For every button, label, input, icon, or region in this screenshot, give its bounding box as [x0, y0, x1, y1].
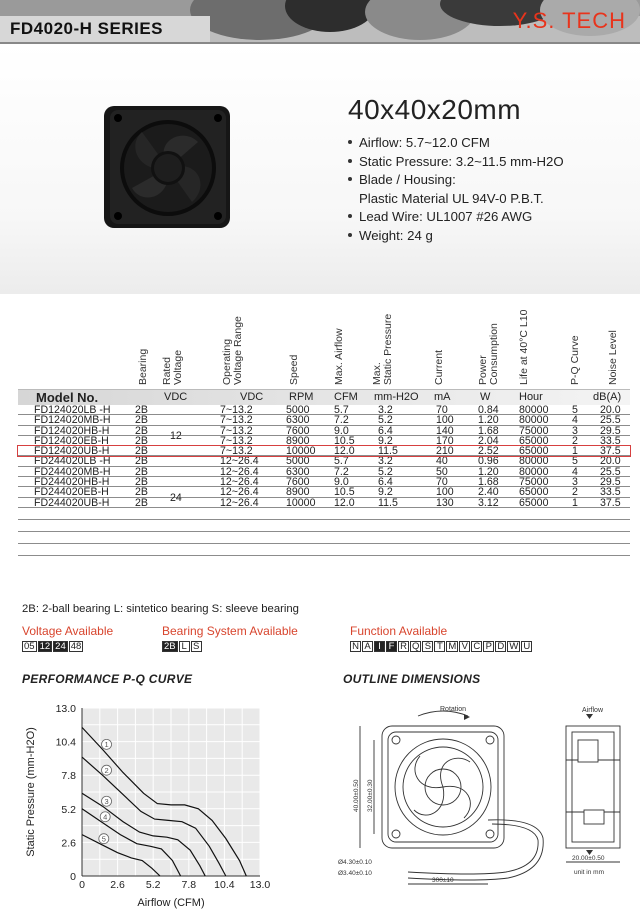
table-cell: 2B — [135, 414, 148, 427]
column-header — [222, 316, 244, 385]
table-cell: 9.0 — [334, 424, 349, 437]
column-header-line: Bearing — [137, 348, 149, 385]
code-box: 48 — [70, 641, 82, 652]
column-header-line: Max. Airflow — [333, 328, 345, 385]
table-cell: FD244020MB-H — [34, 465, 111, 478]
table-row-empty — [18, 508, 630, 520]
unit-pressure: mm-H2O — [374, 391, 419, 403]
table-cell: 0.84 — [478, 404, 499, 416]
bearing-note: 2B: 2-ball bearing L: sintetico bearing S: sleeve bearing — [22, 603, 299, 615]
rotation-label: Rotation — [440, 706, 467, 713]
table-row — [18, 498, 630, 508]
table-cell: FD244020UB-H — [34, 496, 110, 509]
code-box: C — [471, 641, 482, 652]
table-cell: 37.5 — [600, 445, 621, 458]
table-cell: 130 — [436, 496, 454, 509]
code-box: 2B — [164, 641, 176, 652]
x-tick-label: 5.2 — [145, 879, 161, 891]
table-cell: 10000 — [286, 445, 316, 458]
table-cell: 5 — [572, 404, 578, 416]
table-cell: 12.0 — [334, 445, 355, 458]
y-tick-label: 13.0 — [55, 703, 76, 715]
table-cell: 7~13.2 — [220, 424, 253, 437]
table-cell: 1.20 — [478, 465, 499, 478]
table-cell: 6300 — [286, 465, 310, 478]
table-cell: 7600 — [286, 424, 310, 437]
spec-weight: Weight: 24 g — [346, 227, 564, 246]
airflow-arrow-icon — [586, 714, 593, 719]
series-title: FD4020-H SERIES — [10, 19, 163, 38]
table-cell: 6300 — [286, 414, 310, 427]
table-cell: 12~26.4 — [220, 486, 259, 499]
spec-lead-wire: Lead Wire: UL1007 #26 AWG — [346, 208, 564, 227]
units-row — [18, 389, 630, 405]
table-cell: 2B — [135, 404, 148, 416]
column-header-line: Current — [433, 349, 445, 385]
dim-hole-diameter: Ø4.30±0.10 — [338, 859, 372, 866]
table-cell: 65000 — [519, 445, 549, 458]
column-header — [372, 314, 394, 385]
table-cell: 37.5 — [600, 496, 621, 509]
column-header — [289, 355, 300, 385]
series-label: 3 — [104, 797, 109, 807]
table-cell: FD124020HB-H — [34, 424, 110, 437]
table-cell: 25.5 — [600, 414, 621, 427]
column-header-line: Voltage — [172, 349, 184, 385]
dim-depth: 20.00±0.50 — [572, 855, 605, 862]
y-axis-label: Static Pressure (mm-H2O) — [25, 727, 37, 857]
table-cell: 7~13.2 — [220, 404, 253, 416]
column-header-line: P-Q Curve — [569, 335, 581, 385]
code-box: V — [459, 641, 470, 652]
table-cell: 3.2 — [378, 404, 393, 416]
hero-section — [0, 44, 640, 294]
y-tick-label: 2.6 — [61, 837, 76, 850]
dim-hole-diameter-2: Ø3.40±0.10 — [338, 870, 372, 877]
table-cell: 2B — [135, 486, 148, 499]
y-tick-label: 7.8 — [61, 770, 76, 783]
table-cell: 7.2 — [334, 465, 349, 478]
table-row-empty — [18, 532, 630, 544]
dim-lead-length: 300±10 — [432, 877, 454, 884]
table-cell: 80000 — [519, 404, 549, 416]
header-banner — [0, 0, 640, 44]
bearing-available-title: Bearing System Available — [162, 624, 298, 638]
unit-airflow: CFM — [334, 391, 358, 403]
table-cell: 3.2 — [378, 455, 393, 468]
table-cell: 210 — [436, 445, 454, 458]
code-box: I — [374, 641, 385, 652]
table-cell: 0.96 — [478, 455, 499, 468]
table-cell: 25.5 — [600, 465, 621, 478]
table-cell: 10000 — [286, 496, 316, 509]
unit-noise: dB(A) — [593, 391, 622, 403]
column-header — [434, 350, 445, 385]
dim-hole-spacing: 32.00±0.30 — [367, 779, 374, 812]
spec-list — [346, 134, 564, 246]
table-cell: 65000 — [519, 434, 549, 447]
table-cell: 11.5 — [378, 445, 398, 458]
code-box: Q — [412, 641, 420, 652]
code-box: P — [483, 641, 494, 652]
table-cell: 7~13.2 — [220, 445, 253, 458]
column-header-line: Consumption — [488, 323, 500, 385]
table-cell: FD124020LB -H — [34, 404, 111, 416]
table-cell: 5.7 — [334, 455, 349, 468]
x-axis-label: Airflow (CFM) — [137, 897, 205, 909]
x-tick-label: 13.0 — [249, 879, 271, 891]
column-header-line: Life at 40°C L10 — [518, 309, 530, 385]
column-header — [162, 350, 184, 385]
table-cell: 8900 — [286, 486, 310, 499]
spec-blade-housing: Blade / Housing: — [346, 171, 564, 190]
spec-airflow: Airflow: 5.7~12.0 CFM — [346, 134, 564, 153]
table-body — [18, 405, 630, 556]
table-cell: 4 — [572, 414, 578, 427]
unit-current: mA — [434, 391, 451, 403]
table-cell: 100 — [436, 414, 454, 427]
spec-static-pressure: Static Pressure: 3.2~11.5 mm-H2O — [346, 153, 564, 172]
table-cell: 10.5 — [334, 434, 355, 447]
code-box: T — [434, 641, 445, 652]
table-cell: 9.0 — [334, 476, 349, 489]
table-cell: 75000 — [519, 476, 549, 489]
bearing-codes — [162, 641, 203, 652]
pq-curve-chart — [20, 696, 290, 916]
table-cell: 10.5 — [334, 486, 355, 499]
table-cell: 2.52 — [478, 445, 499, 458]
table-cell: 2B — [135, 496, 148, 509]
table-cell: 2B — [135, 476, 148, 489]
table-cell: 3 — [572, 476, 578, 489]
x-tick-label: 7.8 — [181, 879, 197, 891]
table-cell: 5.7 — [334, 404, 349, 416]
table-cell: 7600 — [286, 476, 310, 489]
table-cell: 140 — [436, 424, 454, 437]
column-header — [608, 330, 619, 385]
airflow-label: Airflow — [582, 707, 604, 714]
column-header — [138, 349, 149, 385]
series-label: 2 — [104, 766, 109, 775]
unit-speed: RPM — [289, 391, 314, 403]
brand-logo: Y.S. TECH — [512, 8, 626, 33]
voltage-codes — [22, 641, 84, 652]
table-cell: 2B — [135, 434, 148, 447]
table-cell: 33.5 — [600, 486, 621, 499]
table-cell: 5000 — [286, 455, 310, 468]
unit-life: Hour — [519, 391, 543, 403]
pq-section-title: PERFORMANCE P-Q CURVE — [22, 672, 193, 686]
rated-voltage-12: 12 — [170, 430, 182, 442]
fan-product-image — [102, 102, 234, 232]
column-header-line: Operating — [221, 338, 233, 385]
table-cell: 29.5 — [600, 476, 621, 489]
code-box: F — [386, 641, 397, 652]
table-cell: 2 — [572, 486, 578, 499]
table-cell: 100 — [436, 486, 454, 499]
unit-note: unit in mm — [574, 869, 604, 876]
table-cell: 70 — [436, 476, 448, 489]
rated-voltage-24: 24 — [170, 492, 182, 504]
table-cell: 5 — [572, 455, 578, 468]
table-cell: 80000 — [519, 455, 549, 468]
table-cell: FD124020EB-H — [34, 434, 109, 447]
unit-voltage: VDC — [164, 391, 188, 403]
table-cell: 2.04 — [478, 434, 499, 447]
table-cell: 2.40 — [478, 486, 499, 499]
code-box: S — [191, 641, 202, 652]
code-box: S — [422, 641, 433, 652]
table-cell: FD244020EB-H — [34, 486, 109, 499]
code-box: M — [448, 641, 457, 652]
column-header-line: Static Pressure — [382, 313, 394, 385]
dim-height: 40.00±0.50 — [353, 779, 360, 812]
table-cell: 7~13.2 — [220, 414, 253, 427]
table-cell: 170 — [436, 434, 454, 447]
size-title: 40x40x20mm — [348, 94, 522, 125]
table-cell: 2B — [135, 465, 148, 478]
function-available-title: Function Available — [350, 624, 448, 638]
code-box: L — [179, 641, 190, 652]
outline-dimensions-drawing — [338, 700, 634, 892]
series-label: 1 — [104, 740, 109, 750]
y-tick-label: 5.2 — [61, 803, 76, 816]
voltage-available-title: Voltage Available — [22, 624, 114, 638]
x-tick-label: 10.4 — [214, 879, 235, 891]
table-cell: 12~26.4 — [220, 455, 259, 468]
table-cell: 5.2 — [378, 414, 393, 427]
table-cell: 3 — [572, 424, 578, 437]
table-cell: 9.2 — [378, 486, 393, 499]
series-label: 5 — [101, 834, 106, 844]
table-cell: FD124020UB-H — [34, 445, 110, 458]
table-cell: 4 — [572, 465, 578, 478]
y-tick-label: 0 — [70, 871, 76, 883]
table-cell: 12.0 — [334, 496, 355, 509]
spec-table — [18, 297, 630, 556]
table-cell: FD244020LB -H — [34, 455, 111, 468]
table-cell: 2B — [135, 445, 148, 458]
column-header — [570, 335, 581, 385]
table-cell: 65000 — [519, 496, 549, 509]
table-cell: 70 — [436, 404, 448, 416]
code-box: A — [362, 641, 373, 652]
table-cell: 7~13.2 — [220, 434, 253, 447]
column-header-line: Max. — [371, 362, 383, 385]
table-row-empty — [18, 544, 630, 556]
table-cell: 11.5 — [378, 496, 398, 509]
column-header-line: Speed — [288, 354, 300, 385]
table-cell: 50 — [436, 465, 448, 478]
code-box: N — [350, 641, 361, 652]
column-header-line: Rated — [161, 356, 173, 385]
code-box: D — [495, 641, 506, 652]
table-cell: 20.0 — [600, 455, 621, 468]
table-cell: 9.2 — [378, 434, 393, 447]
code-box: 24 — [55, 641, 66, 652]
code-box: 05 — [24, 641, 35, 652]
table-cell: 2B — [135, 455, 148, 468]
table-cell: 2 — [572, 434, 578, 447]
column-header-line: Power — [477, 355, 489, 385]
table-cell: 29.5 — [600, 424, 621, 437]
column-headers — [18, 297, 630, 389]
table-cell: 1 — [572, 496, 578, 509]
table-cell: 6.4 — [378, 476, 393, 489]
unit-range: VDC — [240, 391, 264, 403]
table-cell: 2B — [135, 424, 148, 437]
table-cell: 5.2 — [378, 465, 393, 478]
column-header — [334, 328, 345, 385]
code-box: W — [509, 641, 519, 652]
table-cell: 65000 — [519, 486, 549, 499]
unit-power: W — [480, 391, 491, 403]
code-box: R — [398, 641, 409, 652]
column-header — [519, 310, 530, 385]
table-cell: 12~26.4 — [220, 496, 259, 509]
rotation-arrow-icon — [464, 714, 470, 720]
table-cell: 12~26.4 — [220, 476, 259, 489]
table-cell: 1.20 — [478, 414, 499, 427]
y-tick-label: 10.4 — [55, 736, 76, 749]
table-cell: 80000 — [519, 465, 549, 478]
table-cell: 1.68 — [478, 424, 499, 437]
x-tick-label: 0 — [79, 879, 85, 891]
table-cell: 20.0 — [600, 404, 621, 416]
model-no-header: Model No. — [36, 390, 99, 405]
x-tick-label: 2.6 — [110, 879, 125, 891]
table-cell: 40 — [436, 455, 448, 468]
table-cell: 5000 — [286, 404, 310, 416]
column-header-line: Voltage Range — [232, 316, 244, 385]
table-cell: FD244020HB-H — [34, 476, 110, 489]
table-cell: 1.68 — [478, 476, 499, 489]
function-codes — [350, 641, 533, 652]
table-cell: 3.12 — [478, 496, 499, 509]
table-cell: 6.4 — [378, 424, 393, 437]
table-cell: FD124020MB-H — [34, 414, 111, 427]
table-cell: 8900 — [286, 434, 310, 447]
outline-section-title: OUTLINE DIMENSIONS — [343, 672, 481, 686]
code-box: U — [521, 641, 532, 652]
table-cell: 33.5 — [600, 434, 621, 447]
table-cell: 75000 — [519, 424, 549, 437]
table-cell: 7.2 — [334, 414, 349, 427]
code-box: 12 — [39, 641, 51, 652]
spec-material: Plastic Material UL 94V-0 P.B.T. — [359, 190, 544, 206]
column-header-line: Noise Level — [607, 330, 619, 385]
column-header — [478, 323, 500, 385]
table-row-empty — [18, 520, 630, 532]
series-label: 4 — [103, 812, 108, 822]
table-cell: 1 — [572, 445, 578, 458]
table-cell: 12~26.4 — [220, 465, 259, 478]
table-cell: 80000 — [519, 414, 549, 427]
